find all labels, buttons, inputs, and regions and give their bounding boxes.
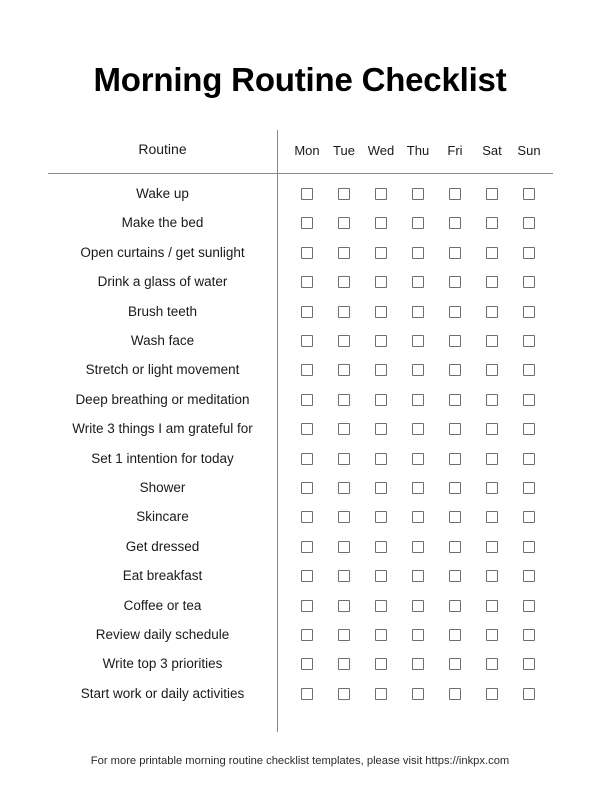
checkbox-sun[interactable] (523, 629, 535, 641)
checkbox-mon[interactable] (301, 511, 313, 523)
routine-label: Get dressed (125, 538, 200, 554)
checkbox-sun[interactable] (523, 188, 535, 200)
checkbox-mon[interactable] (301, 188, 313, 200)
checkbox-fri[interactable] (449, 453, 461, 465)
checkbox-sun[interactable] (523, 364, 535, 376)
checkbox-sun[interactable] (523, 276, 535, 288)
routine-label: Coffee or tea (123, 597, 202, 613)
routine-label: Start work or daily activities (80, 685, 245, 701)
checkbox-fri[interactable] (449, 394, 461, 406)
checkbox-thu[interactable] (412, 423, 424, 435)
checkbox-fri[interactable] (449, 629, 461, 641)
checkbox-wed[interactable] (375, 629, 387, 641)
checkbox-sun[interactable] (523, 217, 535, 229)
checkbox-mon[interactable] (301, 217, 313, 229)
checkbox-thu[interactable] (412, 276, 424, 288)
checkbox-mon[interactable] (301, 482, 313, 494)
checkbox-fri[interactable] (449, 364, 461, 376)
routine-label: Make the bed (121, 215, 204, 231)
checkbox-fri[interactable] (449, 658, 461, 670)
checkbox-tue[interactable] (338, 394, 350, 406)
column-header-routine: Routine (138, 141, 187, 157)
checkbox-fri[interactable] (449, 688, 461, 700)
routine-label: Drink a glass of water (97, 274, 228, 290)
checkbox-mon[interactable] (301, 364, 313, 376)
checkbox-wed[interactable] (375, 394, 387, 406)
column-header-wed: Wed (367, 143, 395, 158)
checkbox-wed[interactable] (375, 423, 387, 435)
checkbox-fri[interactable] (449, 247, 461, 259)
checkbox-sat[interactable] (486, 247, 498, 259)
checkbox-sat[interactable] (486, 335, 498, 347)
routine-label: Set 1 intention for today (91, 450, 234, 466)
checkbox-tue[interactable] (338, 188, 350, 200)
checkbox-thu[interactable] (412, 453, 424, 465)
checkbox-tue[interactable] (338, 629, 350, 641)
checkbox-sun[interactable] (523, 247, 535, 259)
column-header-tue: Tue (333, 143, 355, 158)
checkbox-sat[interactable] (486, 600, 498, 612)
checkbox-wed[interactable] (375, 600, 387, 612)
checkbox-tue[interactable] (338, 541, 350, 553)
checkbox-wed[interactable] (375, 247, 387, 259)
checkbox-fri[interactable] (449, 306, 461, 318)
checkbox-mon[interactable] (301, 247, 313, 259)
checkbox-wed[interactable] (375, 217, 387, 229)
routine-label: Wake up (136, 186, 189, 201)
column-divider (277, 130, 278, 732)
checkbox-fri[interactable] (449, 335, 461, 347)
checkbox-mon[interactable] (301, 688, 313, 700)
checkbox-tue[interactable] (338, 570, 350, 582)
checkbox-mon[interactable] (301, 306, 313, 318)
checkbox-sat[interactable] (486, 188, 498, 200)
checkbox-thu[interactable] (412, 247, 424, 259)
checkbox-thu[interactable] (412, 629, 424, 641)
checkbox-sat[interactable] (486, 688, 498, 700)
checkbox-sun[interactable] (523, 423, 535, 435)
checkbox-mon[interactable] (301, 453, 313, 465)
checkbox-sat[interactable] (486, 394, 498, 406)
checkbox-mon[interactable] (301, 276, 313, 288)
checkbox-thu[interactable] (412, 658, 424, 670)
checkbox-sat[interactable] (486, 511, 498, 523)
column-header-sun: Sun (517, 143, 541, 158)
checkbox-thu[interactable] (412, 482, 424, 494)
checkbox-sat[interactable] (486, 541, 498, 553)
checkbox-sat[interactable] (486, 482, 498, 494)
checkbox-wed[interactable] (375, 482, 387, 494)
checkbox-tue[interactable] (338, 335, 350, 347)
page-title: Morning Routine Checklist (93, 61, 507, 98)
checkbox-thu[interactable] (412, 688, 424, 700)
checkbox-sat[interactable] (486, 217, 498, 229)
checkbox-wed[interactable] (375, 658, 387, 670)
checkbox-wed[interactable] (375, 453, 387, 465)
checkbox-fri[interactable] (449, 188, 461, 200)
checkbox-tue[interactable] (338, 453, 350, 465)
checkbox-wed[interactable] (375, 306, 387, 318)
checkbox-mon[interactable] (301, 394, 313, 406)
routine-label: Eat breakfast (122, 568, 203, 584)
checkbox-mon[interactable] (301, 570, 313, 582)
checkbox-mon[interactable] (301, 423, 313, 435)
checkbox-wed[interactable] (375, 570, 387, 582)
checkbox-mon[interactable] (301, 658, 313, 670)
checkbox-tue[interactable] (338, 688, 350, 700)
checkbox-thu[interactable] (412, 306, 424, 318)
checkbox-sun[interactable] (523, 394, 535, 406)
checkbox-sat[interactable] (486, 658, 498, 670)
checkbox-tue[interactable] (338, 276, 350, 288)
checkbox-tue[interactable] (338, 306, 350, 318)
checkbox-mon[interactable] (301, 600, 313, 612)
checkbox-mon[interactable] (301, 629, 313, 641)
routine-label: Brush teeth (127, 303, 198, 319)
routine-label: Review daily schedule (95, 627, 230, 642)
checkbox-sun[interactable] (523, 306, 535, 318)
checkbox-fri[interactable] (449, 600, 461, 612)
routine-label: Wash face (130, 333, 195, 348)
checkbox-wed[interactable] (375, 335, 387, 347)
checkbox-sat[interactable] (486, 423, 498, 435)
routine-label: Open curtains / get sunlight (80, 244, 245, 260)
checkbox-sun[interactable] (523, 600, 535, 612)
routine-label: Stretch or light movement (85, 362, 240, 378)
checkbox-sun[interactable] (523, 511, 535, 523)
checkbox-wed[interactable] (375, 276, 387, 288)
checkbox-tue[interactable] (338, 600, 350, 612)
checkbox-sat[interactable] (486, 453, 498, 465)
routine-label: Deep breathing or meditation (75, 391, 250, 407)
checkbox-tue[interactable] (338, 511, 350, 523)
checkbox-tue[interactable] (338, 247, 350, 259)
header-rule (48, 173, 553, 174)
checkbox-sun[interactable] (523, 453, 535, 465)
checkbox-thu[interactable] (412, 364, 424, 376)
checkbox-fri[interactable] (449, 217, 461, 229)
checkbox-tue[interactable] (338, 217, 350, 229)
checkbox-wed[interactable] (375, 188, 387, 200)
checkbox-thu[interactable] (412, 600, 424, 612)
checkbox-mon[interactable] (301, 541, 313, 553)
checkbox-sun[interactable] (523, 541, 535, 553)
checkbox-fri[interactable] (449, 511, 461, 523)
column-header-thu: Thu (406, 143, 430, 158)
checkbox-thu[interactable] (412, 570, 424, 582)
checkbox-fri[interactable] (449, 541, 461, 553)
column-header-mon: Mon (294, 143, 320, 158)
checkbox-fri[interactable] (449, 276, 461, 288)
checkbox-sat[interactable] (486, 276, 498, 288)
checkbox-wed[interactable] (375, 541, 387, 553)
checkbox-sat[interactable] (486, 306, 498, 318)
checkbox-wed[interactable] (375, 364, 387, 376)
routine-label: Skincare (136, 509, 189, 525)
checkbox-tue[interactable] (338, 423, 350, 435)
checkbox-thu[interactable] (412, 541, 424, 553)
routine-label: Write 3 things I am grateful for (72, 421, 253, 437)
checkbox-thu[interactable] (412, 511, 424, 523)
checkbox-sat[interactable] (486, 570, 498, 582)
checkbox-thu[interactable] (412, 394, 424, 406)
column-header-sat: Sat (482, 143, 502, 158)
checkbox-fri[interactable] (449, 482, 461, 494)
routine-label: Write top 3 priorities (102, 656, 223, 672)
checkbox-fri[interactable] (449, 570, 461, 582)
routine-label: Shower (139, 480, 186, 495)
checkbox-thu[interactable] (412, 188, 424, 200)
checkbox-sun[interactable] (523, 688, 535, 700)
checkbox-sat[interactable] (486, 629, 498, 641)
checkbox-sun[interactable] (523, 335, 535, 347)
checkbox-sun[interactable] (523, 570, 535, 582)
checkbox-wed[interactable] (375, 511, 387, 523)
checkbox-sun[interactable] (523, 658, 535, 670)
column-header-fri: Fri (447, 143, 463, 158)
checkbox-thu[interactable] (412, 217, 424, 229)
checkbox-thu[interactable] (412, 335, 424, 347)
checkbox-sun[interactable] (523, 482, 535, 494)
checkbox-tue[interactable] (338, 364, 350, 376)
checkbox-tue[interactable] (338, 482, 350, 494)
checkbox-tue[interactable] (338, 658, 350, 670)
checkbox-wed[interactable] (375, 688, 387, 700)
checkbox-sat[interactable] (486, 364, 498, 376)
checkbox-fri[interactable] (449, 423, 461, 435)
checkbox-mon[interactable] (301, 335, 313, 347)
footer-note: For more printable morning routine checklist templates, please visit https://inkpx.com (90, 755, 510, 767)
